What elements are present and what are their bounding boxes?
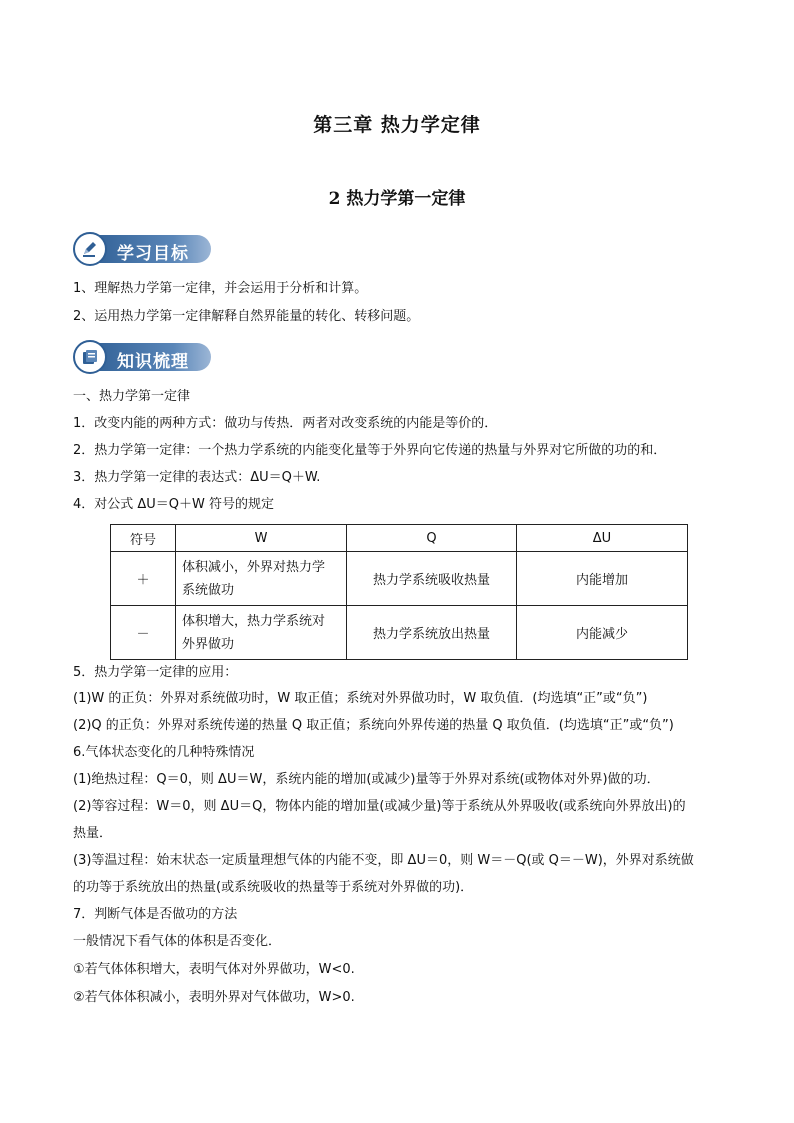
knowledge-line: 3．热力学第一定律的表达式：ΔU＝Q＋W. <box>73 470 321 485</box>
table-header-row <box>111 525 688 552</box>
table-row <box>111 606 688 660</box>
table-header: W <box>176 525 347 552</box>
knowledge-line: (1)绝热过程：Q＝0，则 ΔU＝W，系统内能的增加(或减少)量等于外界对系统(或物体对外界)做的功． <box>73 772 660 787</box>
knowledge-line: 1．改变内能的两种方式：做功与传热．两者对改变系统的内能是等价的． <box>73 416 498 431</box>
knowledge-line: (2)等容过程：W＝0，则 ΔU＝Q，物体内能的增加量(或减少量)等于系统从外界吸收(或系统向外界放出)的 <box>73 799 686 814</box>
table-cell-w <box>176 606 347 660</box>
knowledge-line: ①若气体体积增大，表明气体对外界做功，W<0. <box>73 962 355 977</box>
table-cell-w <box>176 552 347 606</box>
pencil-icon <box>73 232 107 266</box>
knowledge-heading: 一、热力学第一定律 <box>73 389 191 404</box>
table-cell-q: 热力学系统吸收热量 <box>347 552 517 606</box>
knowledge-line: 热量． <box>73 826 113 841</box>
table-cell-du: 内能减少 <box>517 606 688 660</box>
table-cell-du: 内能增加 <box>517 552 688 606</box>
sign-table <box>110 524 688 660</box>
table-header: ΔU <box>517 525 688 552</box>
goals-banner <box>73 232 213 266</box>
knowledge-line: 一般情况下看气体的体积是否变化． <box>73 934 282 949</box>
knowledge-line: (3)等温过程：始末状态一定质量理想气体的内能不变，即 ΔU＝0，则 W＝－Q(或 Q＝－W)，外界对系统做 <box>73 853 694 868</box>
knowledge-line: (2)Q 的正负：外界对系统传递的热量 Q 取正值；系统向外界传递的热量 Q 取负值．(均选填“正”或“负”) <box>73 718 674 733</box>
books-icon <box>73 340 107 374</box>
knowledge-line: 7．判断气体是否做功的方法 <box>73 907 238 922</box>
table-header: 符号 <box>111 525 176 552</box>
knowledge-line: (1)W 的正负：外界对系统做功时，W 取正值；系统对外界做功时，W 取负值．(均选填“正”或“负”) <box>73 691 648 706</box>
chapter-title: 第三章 热力学定律 <box>313 114 481 136</box>
section-title: 2 热力学第一定律 <box>328 189 466 209</box>
table-cell-text: 系统做功 <box>182 582 235 598</box>
table-row <box>111 552 688 606</box>
goals-banner-label: 学习目标 <box>117 244 189 264</box>
table-cell-sign: ＋ <box>111 552 176 606</box>
table-cell-text: 体积减小，外界对热力学 <box>182 559 326 575</box>
knowledge-banner <box>73 340 213 374</box>
table-header: Q <box>347 525 517 552</box>
goal-item: 2、运用热力学第一定律解释自然界能量的转化、转移问题。 <box>73 309 420 324</box>
knowledge-line: 的功等于系统放出的热量(或系统吸收的热量等于系统对外界做的功)． <box>73 880 474 895</box>
knowledge-line: 4．对公式 ΔU＝Q＋W 符号的规定 <box>73 497 275 512</box>
table-cell-text: 体积增大，热力学系统对 <box>182 613 326 629</box>
knowledge-line: 5．热力学第一定律的应用： <box>73 665 238 680</box>
knowledge-line: 6.气体状态变化的几种特殊情况 <box>73 745 255 760</box>
knowledge-line: 2．热力学第一定律：一个热力学系统的内能变化量等于外界向它传递的热量与外界对它所做的功的和． <box>73 443 667 458</box>
goal-item: 1、理解热力学第一定律，并会运用于分析和计算。 <box>73 281 368 296</box>
table-cell-sign: － <box>111 606 176 660</box>
table-cell-q: 热力学系统放出热量 <box>347 606 517 660</box>
knowledge-line: ②若气体体积减小，表明外界对气体做功，W>0. <box>73 990 355 1005</box>
table-cell-text: 外界做功 <box>182 636 235 652</box>
knowledge-banner-label: 知识梳理 <box>117 352 189 372</box>
